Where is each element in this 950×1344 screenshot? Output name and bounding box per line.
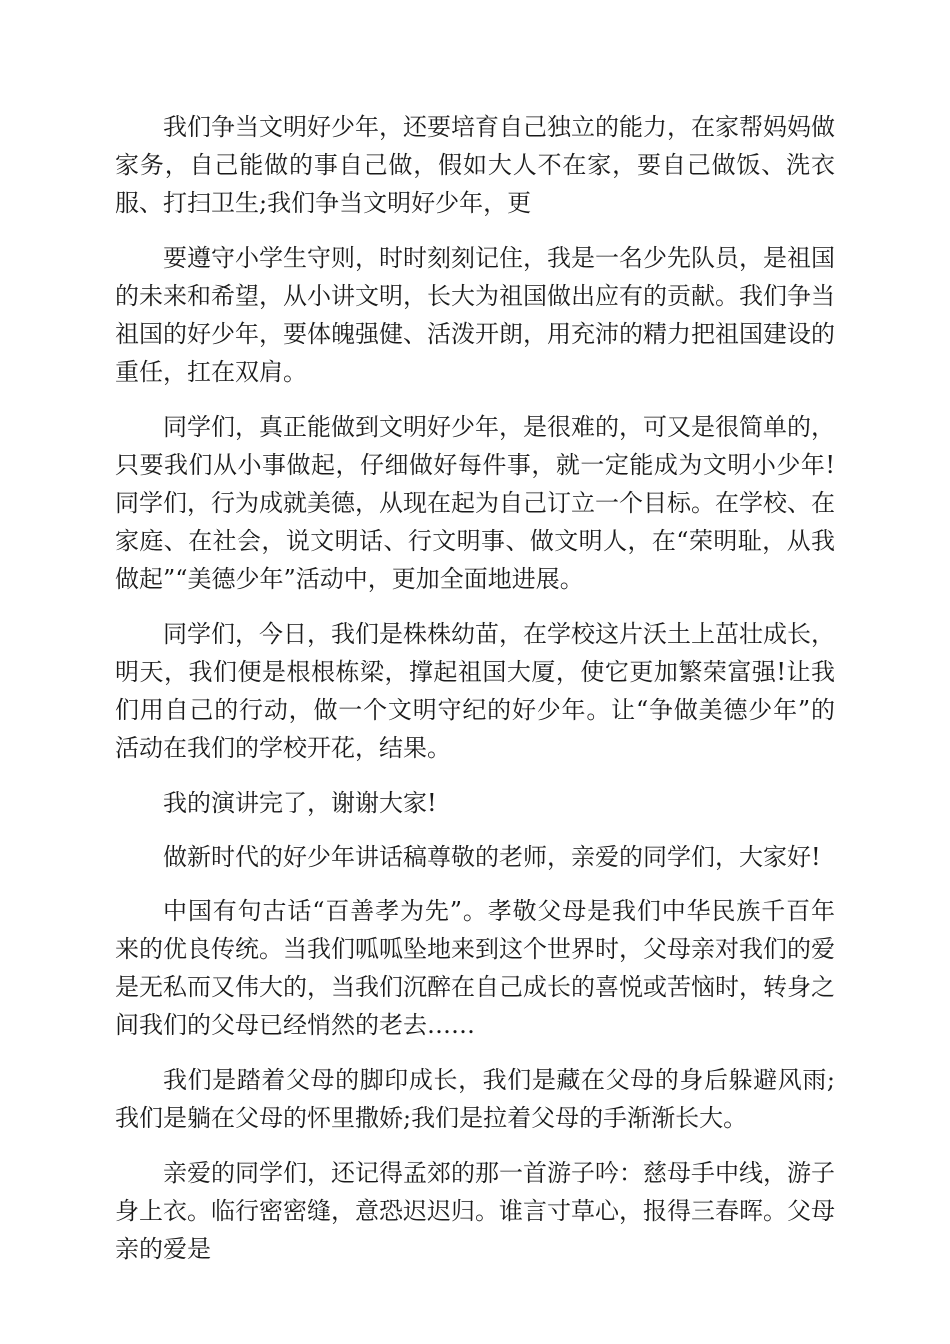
paragraph: 要遵守小学生守则，时时刻刻记住，我是一名少先队员，是祖国的未来和希望，从小讲文明，长大为祖国做出应有的贡献。我们争当祖国的好少年，要体魄强健、活泼开朗，用充沛的精力把祖国建设的重任，扛在双肩。 xyxy=(115,244,835,386)
paragraph: 中国有句古话“百善孝为先”。孝敬父母是我们中华民族千百年来的优良传统。当我们呱呱坠地来到这个世界时，父母亲对我们的爱是无私而又伟大的，当我们沉醉在自己成长的喜悦或苦恼时，转身之间我们的父母已经悄然的老去…… xyxy=(115,897,835,1039)
paragraph: 我们是踏着父母的脚印成长，我们是藏在父母的身后躲避风雨;我们是躺在父母的怀里撒娇;我们是拉着父母的手渐渐长大。 xyxy=(115,1066,835,1132)
paragraph: 亲爱的同学们，还记得孟郊的那一首游子吟：慈母手中线，游子身上衣。临行密密缝，意恐迟迟归。谁言寸草心，报得三春晖。父母亲的爱是 xyxy=(115,1159,835,1263)
paragraph: 我们争当文明好少年，还要培育自己独立的能力，在家帮妈妈做家务，自己能做的事自己做，假如大人不在家，要自己做饭、洗衣服、打扫卫生;我们争当文明好少年，更 xyxy=(115,113,835,217)
paragraph: 做新时代的好少年讲话稿尊敬的老师，亲爱的同学们，大家好! xyxy=(163,843,821,871)
paragraph: 我的演讲完了，谢谢大家! xyxy=(163,789,437,817)
document-page xyxy=(115,108,835,1268)
paragraph: 同学们，今日，我们是株株幼苗，在学校这片沃土上茁壮成长，明天，我们便是根根栋梁，撑起祖国大厦，使它更加繁荣富强!让我们用自己的行动，做一个文明守纪的好少年。让“争做美德少年”的活动在我们的学校开花，结果。 xyxy=(115,620,835,762)
paragraph: 同学们，真正能做到文明好少年，是很难的，可又是很简单的，只要我们从小事做起，仔细做好每件事，就一定能成为文明小少年!同学们，行为成就美德，从现在起为自己订立一个目标。在学校、在家庭、在社会，说文明话、行文明事、做文明人，在“荣明耻，从我做起”“美德少年”活动中，更加全面地进展。 xyxy=(115,413,835,593)
